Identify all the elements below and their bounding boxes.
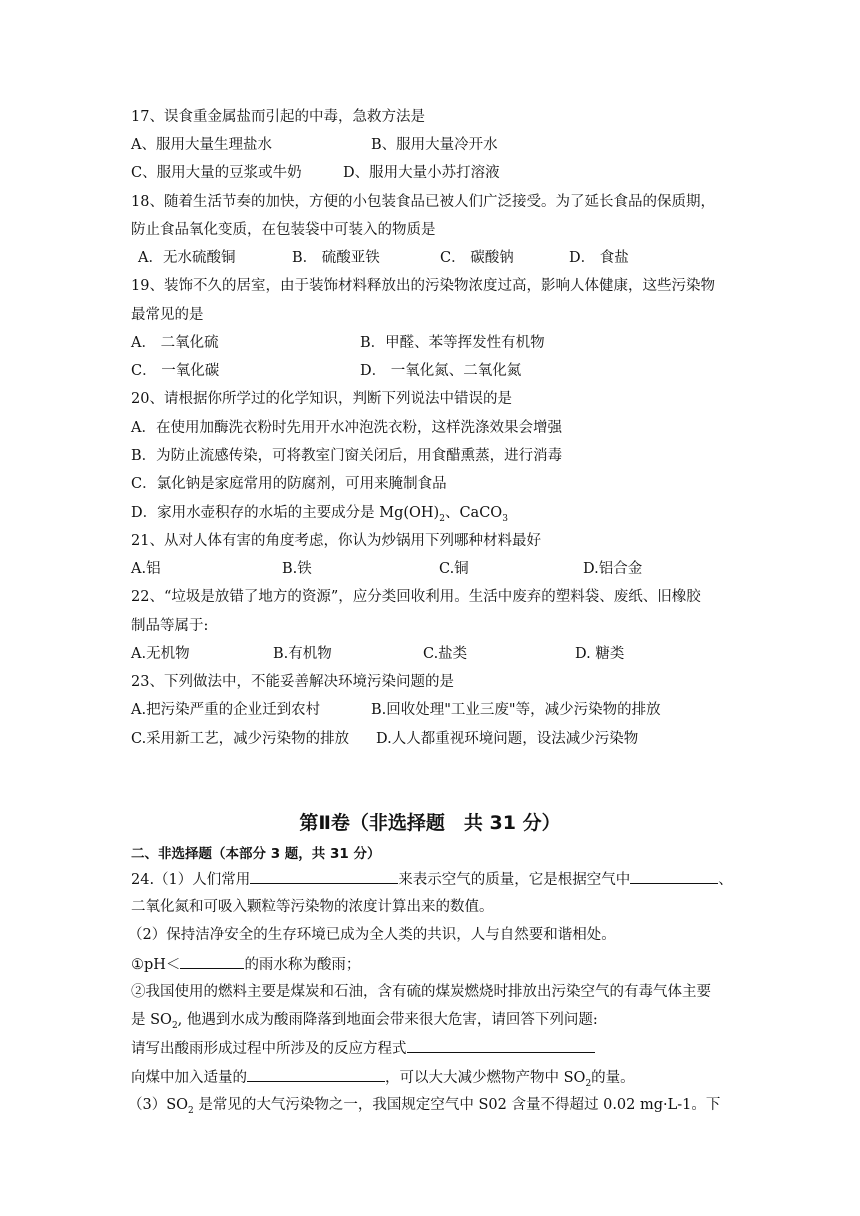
q24-line3: （2）保持洁净安全的生存环境已成为全人类的共识，人与自然要和谐相处。: [128, 927, 616, 943]
q22-option-a: A.无机物: [131, 646, 190, 662]
q23-option-a: A.把污染严重的企业迁到农村: [131, 702, 321, 718]
q17-option-c: C、服用大量的豆浆或牛奶: [131, 165, 302, 181]
section-title: 第Ⅱ卷（非选择题 共 31 分）: [299, 812, 561, 834]
q24-line6: 是 $SO_2$, 他遇到水成为酸雨降落到地面会带来很大危害，请回答下列问题:: [131, 1012, 598, 1031]
q24-line1: 24.（1）人们常用 来表示空气的质量，它是根据空气中 、: [131, 869, 733, 890]
answer-blank[interactable]: [180, 954, 244, 969]
q19-option-b: B．甲醛、苯等挥发性有机物: [360, 335, 545, 351]
q18-stem-line1: 18、随着生活节奏的加快，方便的小包装食品已被人们广泛接受。为了延长食品的保质期，: [131, 194, 715, 210]
q22-option-b: B.有机物: [273, 646, 332, 662]
q23-stem: 23、下列做法中，不能妥善解决环境污染问题的是: [131, 674, 454, 690]
q21-stem: 21、从对人体有害的角度考虑，你认为炒锅用下列哪种材料最好: [131, 533, 541, 549]
q20-option-b: B．为防止流感传染，可将教室门窗关闭后，用食醋熏蒸，进行消毒: [131, 448, 563, 464]
q24-line9: $(3)SO_2$ 是常见的大气污染物之一，我国规定空气中 S02 含量不得超过 0.02 mg·L-1。下: [128, 1097, 721, 1116]
q18-option-d: D． 食盐: [569, 250, 629, 266]
answer-blank[interactable]: [630, 869, 718, 884]
q21-option-c: C.铜: [439, 561, 469, 577]
q19-option-a: A． 二氧化硫: [131, 335, 219, 351]
q19-stem-line2: 最常见的是: [131, 307, 204, 323]
q20-stem: 20、请根据你所学过的化学知识，判断下列说法中错误的是: [131, 391, 512, 407]
q22-option-d: D. 糖类: [575, 646, 625, 662]
q18-option-b: B． 硫酸亚铁: [292, 250, 380, 266]
q24-line7: 请写出酸雨形成过程中所涉及的反应方程式: [131, 1038, 595, 1059]
q24-line2: 二氧化氮和可吸入颗粒等污染物的浓度计算出来的数值。: [131, 899, 494, 915]
answer-blank[interactable]: [407, 1038, 595, 1053]
q22-option-c: C.盐类: [423, 646, 468, 662]
q23-option-c: C.采用新工艺，减少污染物的排放: [131, 731, 350, 747]
q19-option-d: D． 一氧化氮、二氧化氮: [360, 363, 522, 379]
q22-stem-line2: 制品等属于:: [131, 618, 209, 634]
q24-line4: ①pH＜ 的雨水称为酸雨；: [131, 954, 360, 975]
q20-option-c: C．氯化钠是家庭常用的防腐剂，可用来腌制食品: [131, 476, 447, 492]
q20-option-d: D．家用水壶积存的水垢的主要成分是 $Mg(OH)_2$、CaCO$_3$: [131, 505, 508, 524]
q18-option-c: C． 碳酸钠: [440, 250, 514, 266]
q23-option-d: D.人人都重视环境问题，设法减少污染物: [376, 731, 639, 747]
q18-stem-line2: 防止食品氧化变质，在包装袋中可装入的物质是: [131, 222, 436, 238]
q17-option-a: A、服用大量生理盐水: [131, 137, 272, 153]
q24-line8: 向煤中加入适量的 ，可以大大减少燃物产物中 $SO_2$的量。: [131, 1067, 635, 1094]
answer-blank[interactable]: [247, 1067, 385, 1082]
answer-blank[interactable]: [250, 869, 398, 884]
q19-option-c: C． 一氧化碳: [131, 363, 220, 379]
section-subtitle: 二、非选择题（本部分 3 题，共 31 分）: [131, 846, 381, 862]
q17-option-b: B、服用大量冷开水: [371, 137, 498, 153]
q18-option-a: A．无水硫酸铜: [138, 250, 236, 266]
q21-option-d: D.铝合金: [583, 561, 643, 577]
q24-line5: ②我国使用的燃料主要是煤炭和石油，含有硫的煤炭燃烧时排放出污染空气的有毒气体主要: [131, 984, 711, 1000]
q19-stem-line1: 19、装饰不久的居室，由于装饰材料释放出的污染物浓度过高，影响人体健康，这些污染物: [131, 278, 715, 294]
q17-stem: 17、误食重金属盐而引起的中毒，急救方法是: [131, 109, 425, 125]
q22-stem-line1: 22、“垃圾是放错了地方的资源”，应分类回收利用。生活中废弃的塑料袋、废纸、旧橡胶: [131, 589, 701, 605]
q20-option-a: A．在使用加酶洗衣粉时先用开水冲泡洗衣粉，这样洗涤效果会增强: [131, 420, 562, 436]
q23-option-b: B.回收处理"工业三废"等，减少污染物的排放: [371, 702, 661, 718]
q21-option-a: A.铝: [131, 561, 161, 577]
q17-option-d: D、服用大量小苏打溶液: [343, 165, 500, 181]
q21-option-b: B.铁: [282, 561, 312, 577]
